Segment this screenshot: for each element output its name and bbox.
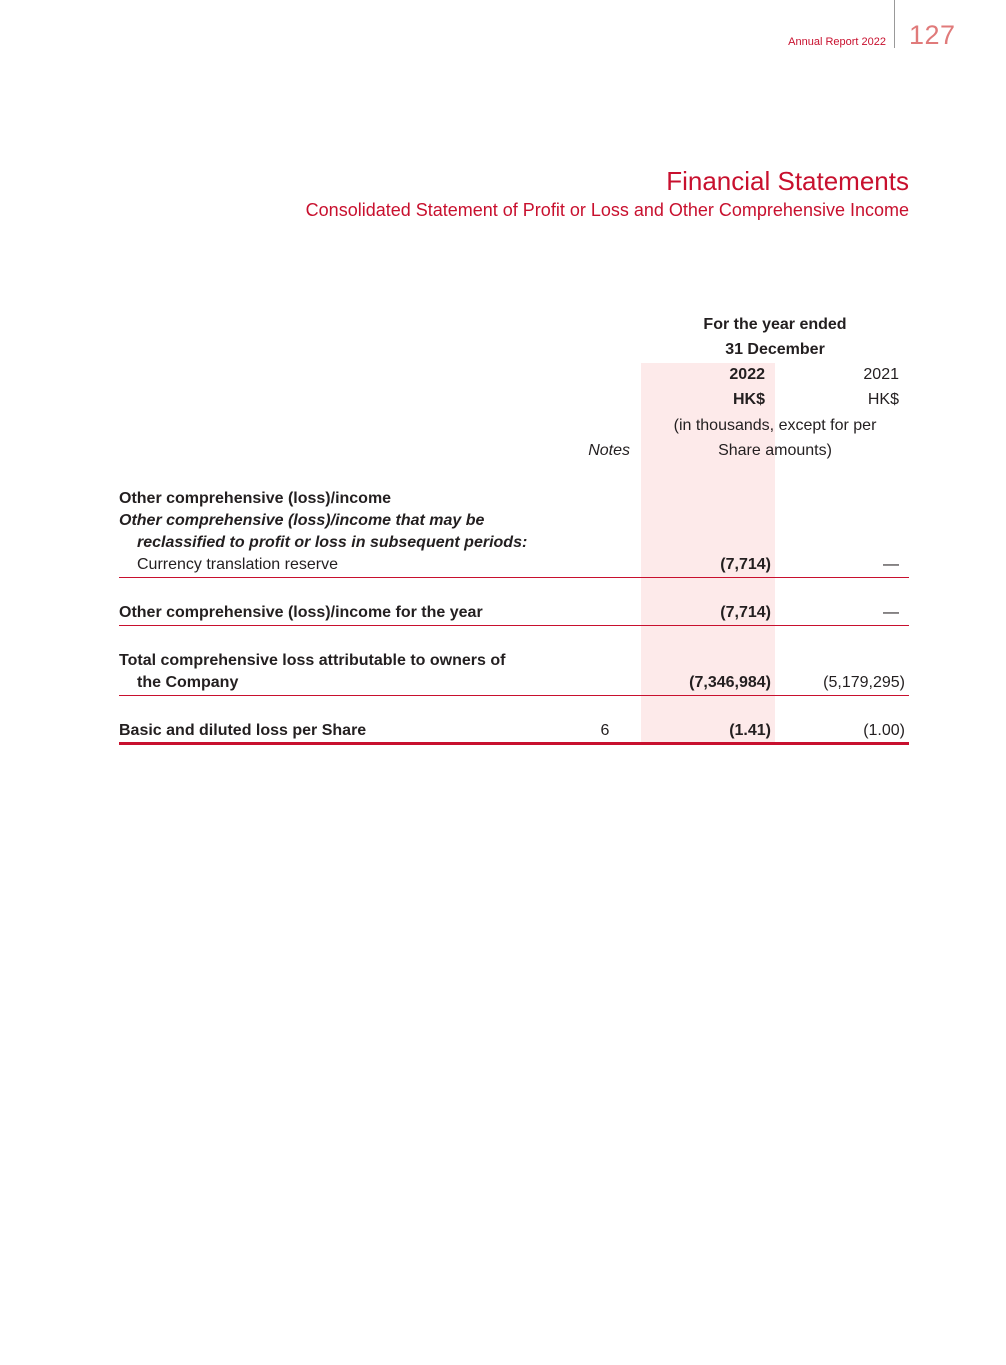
eps-2021: (1.00) <box>863 722 905 739</box>
year-2022-heading: 2022 <box>729 366 765 383</box>
page-subtitle: Consolidated Statement of Profit or Loss and Other Comprehensive Income <box>305 200 909 220</box>
eps-note-reference: 6 <box>600 722 610 739</box>
table-bottom-rule <box>119 742 909 745</box>
units-note-line1: (in thousands, except for per <box>673 417 877 434</box>
total-comprehensive-loss-2021: (5,179,295) <box>823 674 905 691</box>
oci-subheading-line2: reclassified to profit or loss in subsequent periods: <box>137 534 528 551</box>
eps-label: Basic and diluted loss per Share <box>119 722 367 739</box>
units-note-line2: Share amounts) <box>718 442 832 459</box>
total-comprehensive-loss-label-line2: the Company <box>137 674 239 691</box>
oci-year-2022: (7,714) <box>720 604 771 621</box>
page-number: 127 <box>909 20 956 50</box>
total-comprehensive-loss-2022: (7,346,984) <box>689 674 771 691</box>
oci-subheading-line1: Other comprehensive (loss)/income that may be <box>119 512 485 529</box>
report-label: Annual Report 2022 <box>788 36 886 48</box>
currency-2021-heading: HK$ <box>867 391 899 408</box>
total-comprehensive-loss-label-line1: Total comprehensive loss attributable to owners of <box>119 652 506 669</box>
row-divider <box>119 577 909 578</box>
header-divider <box>894 0 895 48</box>
notes-column-heading: Notes <box>588 442 630 459</box>
period-heading-line2: 31 December <box>725 341 825 358</box>
row-divider <box>119 695 909 696</box>
page-title: Financial Statements <box>666 166 909 196</box>
row-divider <box>119 625 909 626</box>
currency-translation-label: Currency translation reserve <box>137 556 338 573</box>
currency-translation-2021: — <box>883 556 899 573</box>
oci-heading: Other comprehensive (loss)/income <box>119 490 392 507</box>
currency-2022-heading: HK$ <box>732 391 765 408</box>
currency-translation-2022: (7,714) <box>720 556 771 573</box>
oci-year-label: Other comprehensive (loss)/income for the year <box>119 604 483 621</box>
eps-2022: (1.41) <box>729 722 771 739</box>
year-2021-heading: 2021 <box>863 366 899 383</box>
period-heading-line1: For the year ended <box>703 316 847 333</box>
oci-year-2021: — <box>883 604 899 621</box>
